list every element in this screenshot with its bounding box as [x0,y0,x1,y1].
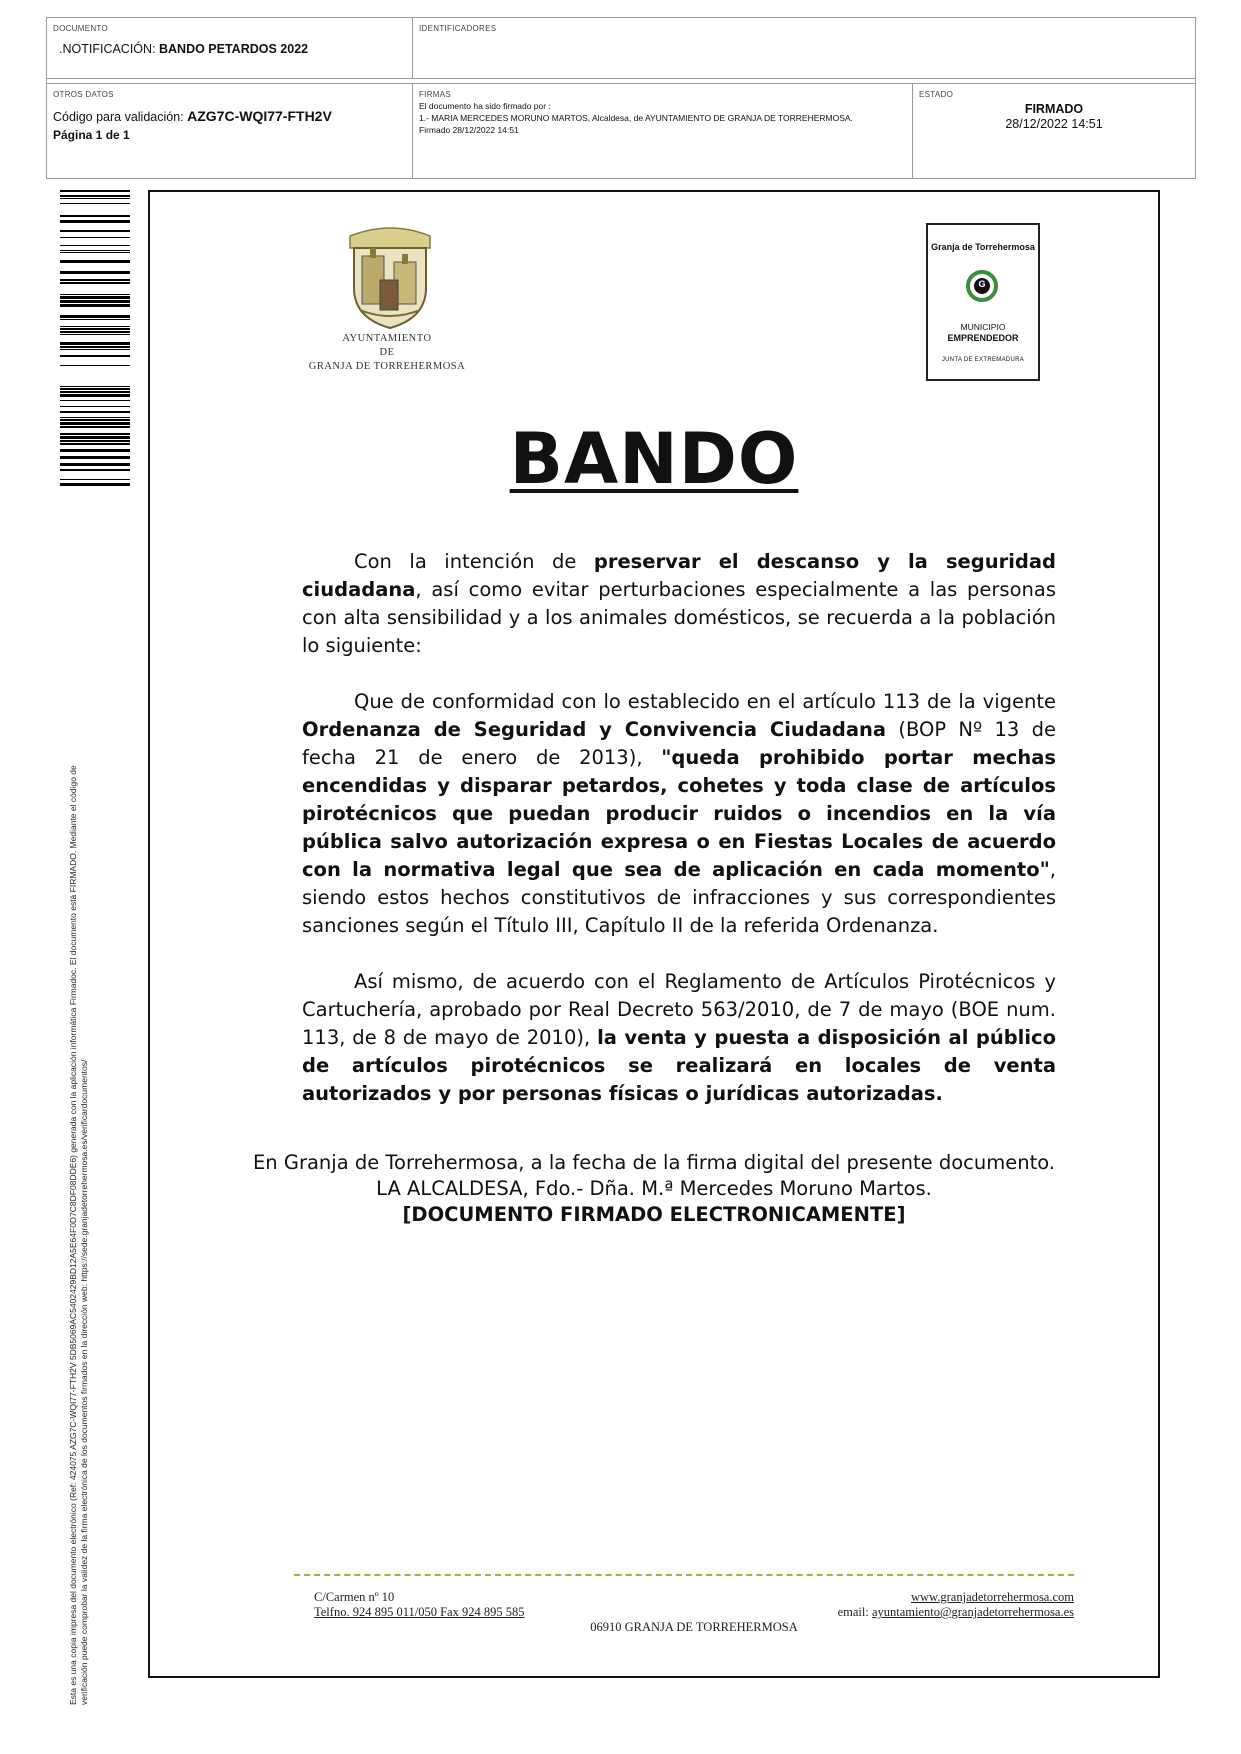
barcode-bar [60,319,130,320]
estado-date: 28/12/2022 14:51 [1005,117,1103,131]
estado-value: FIRMADO [1024,102,1084,116]
barcode-bar [60,237,130,238]
barcode-bar [60,331,130,333]
bando-title: BANDO [509,418,799,500]
barcode-bar [60,456,130,459]
badge-title: Granja de Torrehermosa [931,242,1035,252]
barcode-bar [60,426,130,428]
footer-phone: Telfno. 924 895 011/050 Fax 924 895 585 [314,1605,525,1619]
barcode-bar [60,271,130,274]
text-span: , siendo estos hechos constitutivos de infracciones y sus correspondientes sanciones según el Título III, Capítulo II de la referida Ordenanza. [302,858,1056,937]
barcode-bar [60,436,130,439]
identificadores-cell [412,18,1195,78]
barcode-bar [60,463,130,466]
barcode-bar [60,440,130,442]
documento-cell [47,18,412,78]
barcode-bar [60,190,130,192]
barcode-bar [60,443,130,445]
barcode-bar [60,349,130,350]
barcode-bar [60,315,130,318]
text-span: (BOP Nº 13 de fecha 21 de enero de 2013), [302,718,1056,769]
badge-junta: JUNTA DE EXTREMADURA [941,357,1025,363]
estado-label: ESTADO [919,90,954,99]
barcode-bar [60,433,130,435]
footer-email: ayuntamiento@granjadetorrehermosa.es [871,1605,1074,1619]
barcode-bar [60,245,130,246]
barcode-bar [60,203,130,204]
barcode-bar [60,328,130,330]
barcode-bar [60,483,130,486]
barcode-bar [60,469,130,471]
barcode [60,190,130,488]
barcode-bar [60,252,130,253]
barcode-bar [60,346,130,348]
ayuntamiento-line: GRANJA DE TORREHERMOSA [308,361,466,372]
text-span: Que de conformidad con lo establecido en el artículo 113 de la vigente [354,690,1056,713]
barcode-bar [60,230,130,232]
barcode-bar [60,198,130,199]
vertical-text-line: verificación puede comprobar la validez de la firma electrónica de los documentos firmados en la dirección web: https://sede.granjadetorrehermosa.es/verificardocumentos/ [79,1059,89,1705]
barcode-bar [60,355,130,357]
barcode-bar [60,294,130,295]
firmas-line: Firmado 28/12/2022 14:51 [419,125,519,135]
bold-span: "queda prohibido portar mechas encendidas y disparar petardos, cohetes y toda clase de artículos pirotécnicos que puedan producir ruidos o incendios en la vía pública salvo autorización expresa o en Fiestas Locales de acuerdo con la normativa legal que sea de aplicación en cada momento" [302,746,1056,881]
firmas-text [419,100,853,136]
verification-vertical-text [68,515,90,1705]
signature-electronic-note: [DOCUMENTO FIRMADO ELECTRONICAMENTE] [402,1203,906,1226]
barcode-bar [60,279,130,281]
badge-g-icon-center [974,278,990,294]
barcode-bar [60,215,130,217]
footer-postal: 06910 GRANJA DE TORREHERMOSA [590,1620,798,1634]
barcode-bar [60,282,130,284]
identificadores-label: IDENTIFICADORES [419,24,497,33]
signature-signer: LA ALCALDESA, Fdo.- Dña. M.ª Mercedes Moruno Martos. [376,1177,932,1200]
ayuntamiento-line: DE [379,347,395,358]
firmas-line: 1.- MARIA MERCEDES MORUNO MARTOS, Alcaldesa, de AYUNTAMIENTO DE GRANJA DE TORREHERMOSA. [419,113,853,123]
validation-label: Código para validación: [53,110,188,124]
validation-code: AZG7C-WQI77-FTH2V [187,108,332,124]
barcode-bar [60,394,130,397]
firmas-label: FIRMAS [419,90,452,99]
footer-email-label: email: [837,1605,872,1619]
firmas-line: El documento ha sido firmado por : [419,101,551,111]
municipio-emprendedor-badge [926,223,1040,381]
barcode-bar [60,417,130,418]
badge-g-letter: G [978,279,986,289]
barcode-bar [60,386,130,387]
estado-cell [912,84,1195,179]
bold-span: Ordenanza de Seguridad y Convivencia Ciudadana [302,718,887,741]
barcode-bar [60,304,130,307]
barcode-bar [60,411,130,413]
coat-of-arms-logo [340,218,440,330]
document-title-name: BANDO PETARDOS 2022 [159,42,309,56]
otros-datos-cell [47,84,412,179]
document-header-table [46,17,1196,179]
barcode-bar [60,365,130,366]
bold-span: la venta y puesta a disposición al público de artículos pirotécnicos se realizará en locales de venta autorizados y por personas físicas o jurídicas autorizadas. [302,1026,1056,1105]
page-indicator: Página 1 de 1 [53,128,130,142]
header-row-data [47,83,1195,179]
ayuntamiento-name [282,332,492,374]
barcode-bar [60,342,130,345]
barcode-bar [60,296,130,299]
barcode-bar [60,260,130,263]
documento-label: DOCUMENTO [53,24,108,33]
firmas-cell [412,84,913,179]
text-span: Con la intención de [354,550,594,573]
barcode-bar [60,326,130,327]
bando-body [302,548,1056,1136]
vertical-text-line: Esta es una copia impresa del documento electrónico (Ref: 424075 AZG7C-WQI77-FTH2V 5DB5069AC5402429BD12A5E64F0D7C8DF08DDE6) generada con la aplicación informática Firmadoc. El documento está FIRMADO. Mediante el código de [68,765,78,1705]
document-title [59,42,308,56]
badge-emprendedor: EMPRENDEDOR [947,333,1019,343]
paragraph-3 [302,968,1056,1108]
badge-municipio: MUNICIPIO [960,322,1006,332]
barcode-bar [60,391,130,393]
footer-rule [294,1574,1074,1576]
text-span: Así mismo, de acuerdo con el Reglamento de Artículos Pirotécnicos y Cartuchería, aprobado por Real Decreto 563/2010, de 7 de mayo (BOE num. 113, de 8 de mayo de 2010), [302,970,1056,1049]
otros-datos-label: OTROS DATOS [53,90,114,99]
barcode-bar [60,479,130,480]
barcode-bar [60,220,130,223]
barcode-bar [60,250,130,251]
header-row-document [47,18,1195,79]
document-title-prefix: .NOTIFICACIÓN: [59,42,159,56]
footer-email-line [838,1605,1074,1619]
barcode-bar [60,449,130,452]
barcode-bar [60,406,130,407]
barcode-bar [60,388,130,390]
signature-place-date: En Granja de Torrehermosa, a la fecha de la firma digital del presente documento. [252,1151,1056,1174]
barcode-bar [60,195,130,197]
paragraph-1 [302,548,1056,660]
bold-span: preservar el descanso y la seguridad ciudadana [302,550,1056,601]
text-span: , así como evitar perturbaciones especialmente a las personas con alta sensibilidad y a los animales domésticos, se recuerda a la población lo siguiente: [302,578,1056,657]
barcode-bar [60,419,130,421]
barcode-bar [60,300,130,303]
barcode-bar [60,334,130,335]
paragraph-2 [302,688,1056,940]
footer-website: www.granjadetorrehermosa.com [910,1590,1074,1604]
footer-address: C/Carmen nº 10 [314,1590,395,1604]
validation-code-line [53,108,332,124]
signature-block [148,1150,1160,1228]
badge-g-icon [966,270,998,302]
barcode-bar [60,422,130,425]
ayuntamiento-line: AYUNTAMIENTO [342,333,432,344]
barcode-bar [60,400,130,401]
